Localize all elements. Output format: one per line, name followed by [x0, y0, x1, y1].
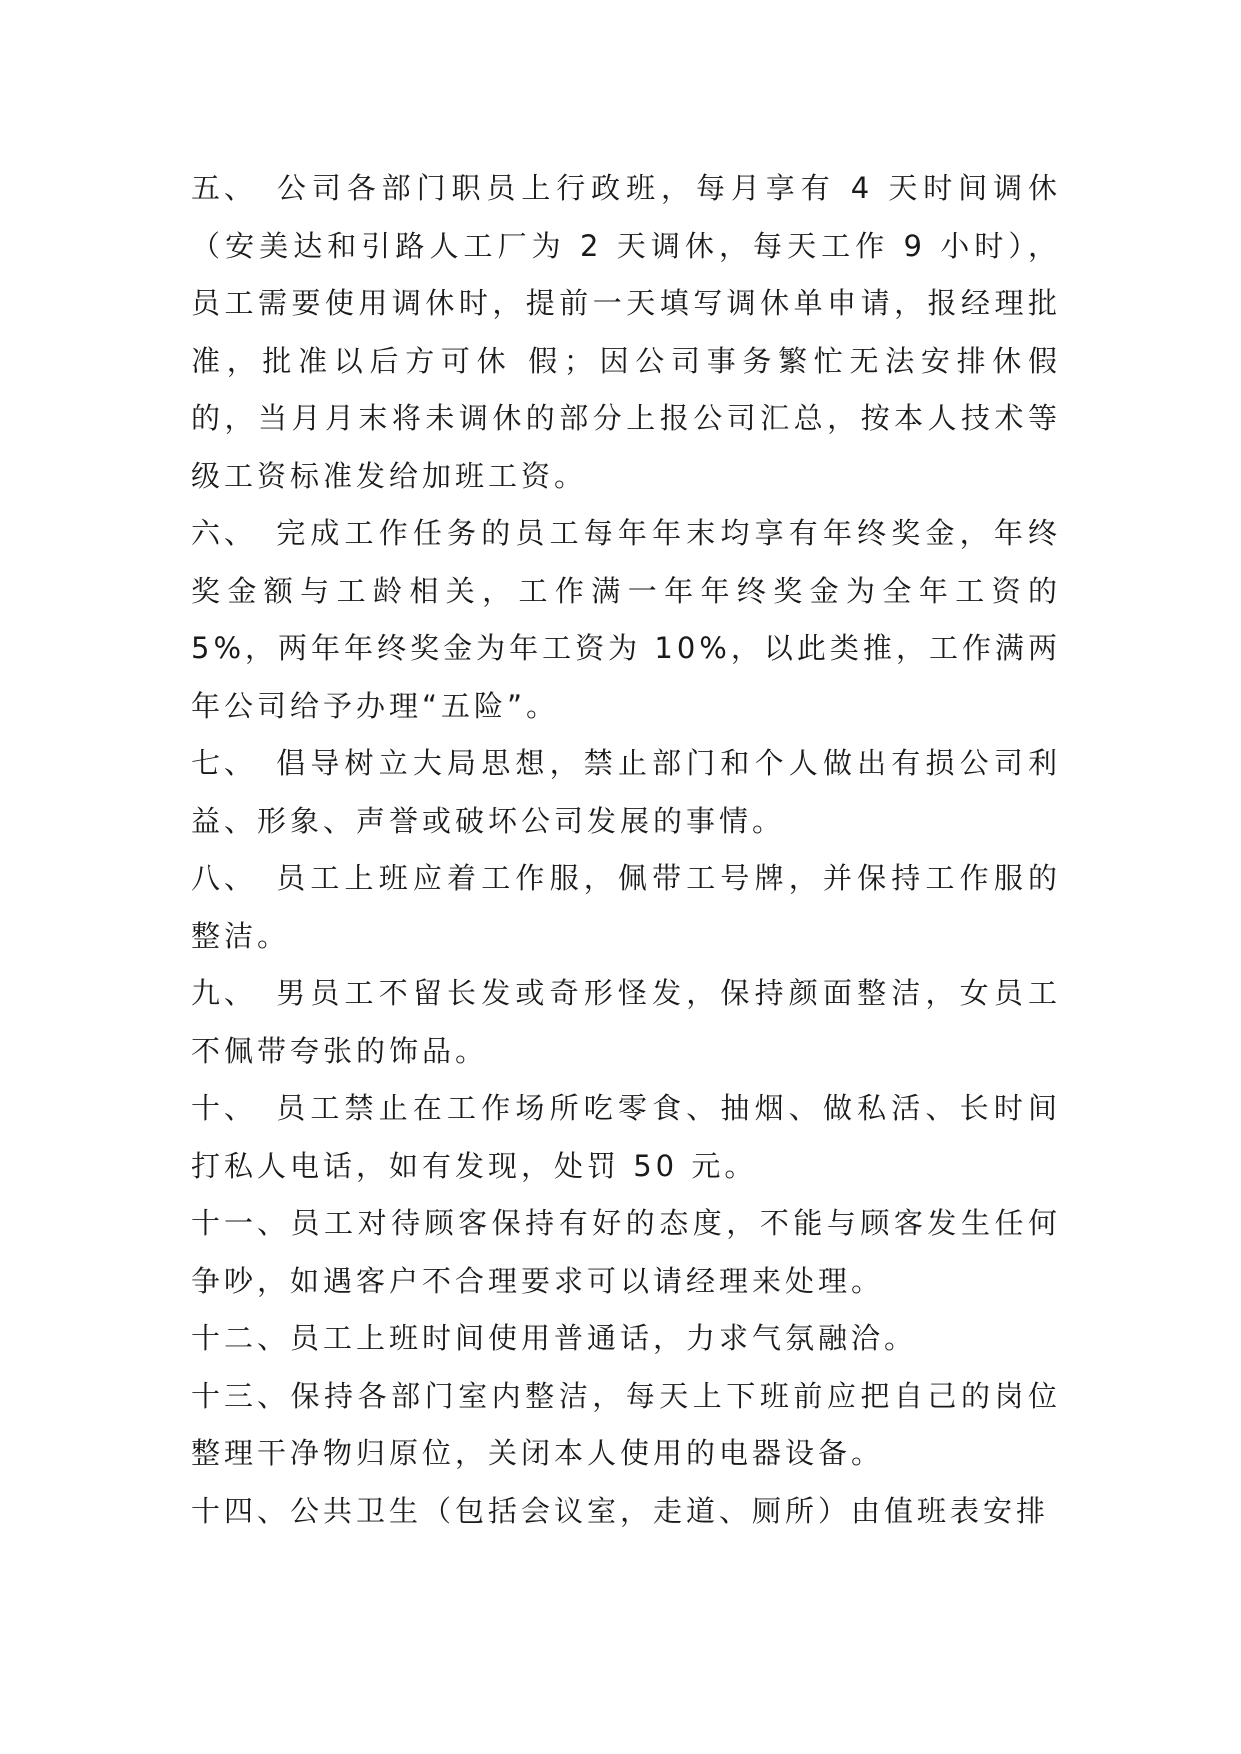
paragraph-8	[191, 850, 1061, 965]
paragraph-11	[191, 1195, 1061, 1310]
paragraph-text: 保持各部门室内整洁，每天上下班前应把自己的岗位整理干净物归原位，关闭本人使用的电器设备。	[191, 1378, 1061, 1470]
paragraph-text: 完成工作任务的员工每年年末均享有年终奖金，年终奖金额与工龄相关，工作满一年年终奖金为全年工资的 5%，两年年终奖金为年工资为 10%，以此类推，工作满两年公司给予办理“五险”。	[191, 516, 1061, 723]
paragraph-number: 十二、	[191, 1321, 291, 1355]
paragraph-number: 六、	[191, 516, 258, 550]
paragraph-number: 十三、	[191, 1378, 291, 1413]
paragraph-7	[191, 735, 1061, 850]
paragraph-9	[191, 965, 1061, 1080]
document-body	[191, 160, 1061, 1540]
paragraph-text: 公共卫生（包括会议室，走道、厕所）由值班表安排	[290, 1493, 1050, 1528]
paragraph-text: 员工对待顾客保持有好的态度，不能与顾客发生任何争吵，如遇客户不合理要求可以请经理来处理。	[191, 1206, 1061, 1298]
paragraph-number: 十四、	[191, 1493, 291, 1528]
paragraph-5	[191, 160, 1061, 505]
paragraph-text: 公司各部门职员上行政班，每月享有 4 天时间调休（安美达和引路人工厂为 2 天调休，每天工作 9 小时），员工需要使用调休时，提前一天填写调休单申请，报经理批准，批准以后方可休 假；因公司事务繁忙无法安排休假的，当月月末将未调休的部分上报公司汇总，按本人技术等级工资标准发给加班工资。	[191, 171, 1061, 493]
paragraph-13	[191, 1368, 1061, 1483]
paragraph-text: 男员工不留长发或奇形怪发，保持颜面整洁，女员工不佩带夸张的饰品。	[191, 976, 1061, 1068]
paragraph-text: 员工上班应着工作服，佩带工号牌，并保持工作服的整洁。	[191, 861, 1061, 953]
paragraph-text: 倡导树立大局思想，禁止部门和个人做出有损公司利益、形象、声誉或破坏公司发展的事情。	[191, 746, 1061, 838]
paragraph-12	[191, 1310, 1061, 1368]
paragraph-number: 七、	[191, 746, 258, 780]
paragraph-text: 员工禁止在工作场所吃零食、抽烟、做私活、长时间打私人电话，如有发现，处罚 50 元。	[191, 1091, 1061, 1183]
paragraph-6	[191, 505, 1061, 735]
paragraph-number: 十、	[191, 1091, 258, 1125]
paragraph-number: 九、	[191, 976, 258, 1010]
paragraph-14	[191, 1483, 1061, 1541]
paragraph-number: 五、	[191, 171, 258, 205]
paragraph-number: 八、	[191, 861, 258, 895]
paragraph-10	[191, 1080, 1061, 1195]
paragraph-number: 十一、	[191, 1206, 291, 1240]
paragraph-text: 员工上班时间使用普通话，力求气氛融洽。	[290, 1321, 918, 1355]
